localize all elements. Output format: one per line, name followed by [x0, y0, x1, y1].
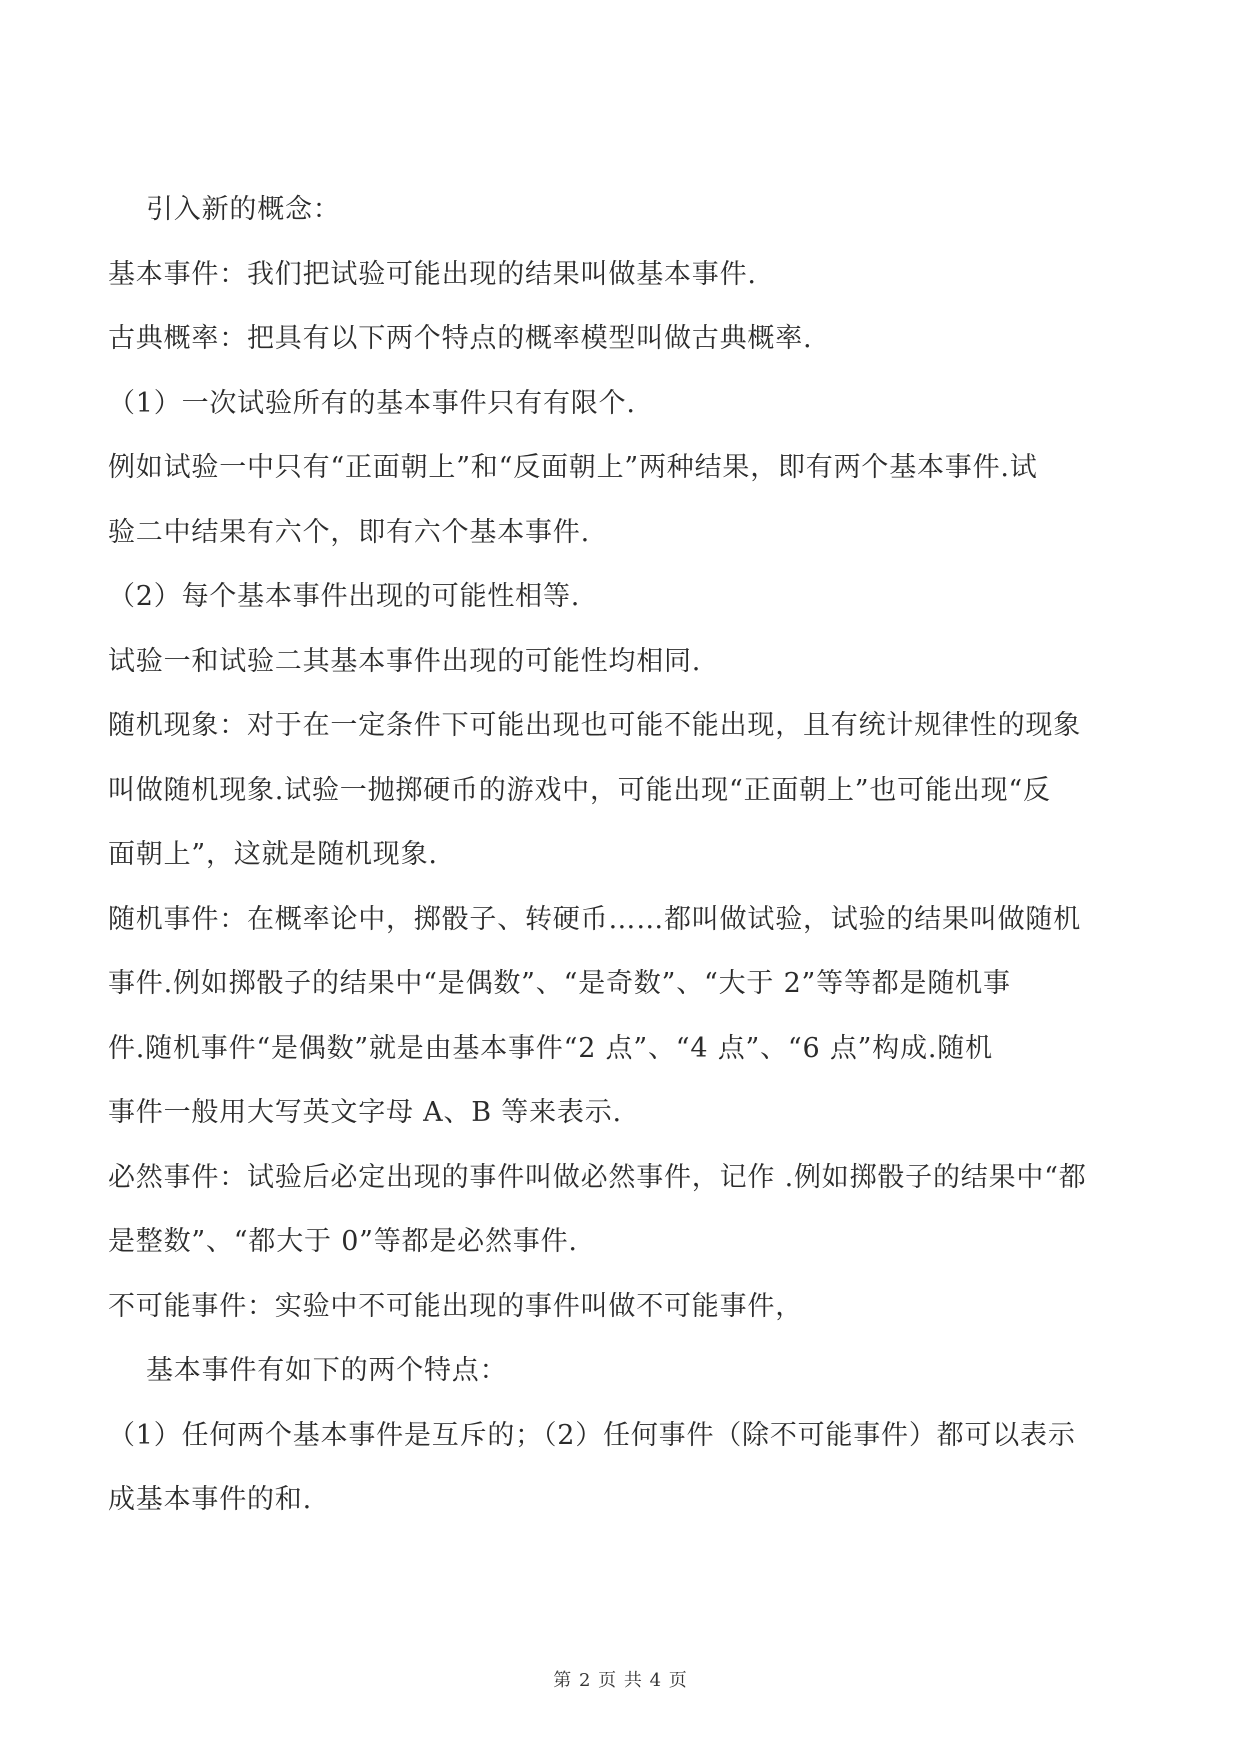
random-event-definition: 随机事件：在概率论中，掷骰子、转硬币……都叫做试验，试验的结果叫做随机: [108, 903, 1081, 935]
page-number: 第 2 页 共 4 页: [553, 1670, 688, 1691]
classical-probability-definition: 古典概率：把具有以下两个特点的概率模型叫做古典概率.: [108, 323, 813, 354]
paragraph-line: 成基本事件的和.: [108, 1484, 312, 1515]
paragraph-line: 试验一和试验二其基本事件出现的可能性均相同.: [108, 645, 702, 677]
paragraph-line: 叫做随机现象.试验一抛掷硬币的游戏中，可能出现“正面朝上”也可能出现“反: [108, 774, 1051, 806]
feature-2: （2）每个基本事件出现的可能性相等.: [108, 581, 581, 612]
certain-event-definition: 必然事件：试验后必定出现的事件叫做必然事件，记作 .例如掷骰子的结果中“都: [108, 1161, 1087, 1193]
feature-1: （1）一次试验所有的基本事件只有有限个.: [108, 387, 636, 419]
paragraph-line: 验二中结果有六个，即有六个基本事件.: [108, 516, 590, 548]
random-phenomenon-definition: 随机现象：对于在一定条件下可能出现也可能不能出现，且有统计规律性的现象: [108, 710, 1081, 741]
document-body: [108, 178, 1138, 1533]
basic-event-definition: 基本事件：我们把试验可能出现的结果叫做基本事件.: [108, 258, 757, 290]
features-list: （1）任何两个基本事件是互斥的；（2）任何事件（除不可能事件）都可以表示: [108, 1419, 1076, 1451]
paragraph-line: 是整数”、“都大于 0”等都是必然事件.: [108, 1226, 578, 1257]
paragraph-line: 事件一般用大写英文字母 A、B 等来表示.: [108, 1097, 622, 1128]
paragraph-line: 例如试验一中只有“正面朝上”和“反面朝上”两种结果，即有两个基本事件.试: [108, 452, 1038, 483]
impossible-event-definition: 不可能事件：实验中不可能出现的事件叫做不可能事件，: [108, 1290, 803, 1322]
paragraph-line: 件.随机事件“是偶数”就是由基本事件“2 点”、“4 点”、“6 点”构成.随机: [108, 1032, 993, 1064]
intro-heading: 引入新的概念：: [146, 194, 341, 225]
basic-event-features-heading: 基本事件有如下的两个特点：: [146, 1355, 508, 1386]
paragraph-line: 事件.例如掷骰子的结果中“是偶数”、“是奇数”、“大于 2”等等都是随机事: [108, 968, 1011, 999]
paragraph-line: 面朝上”，这就是随机现象.: [108, 839, 438, 870]
